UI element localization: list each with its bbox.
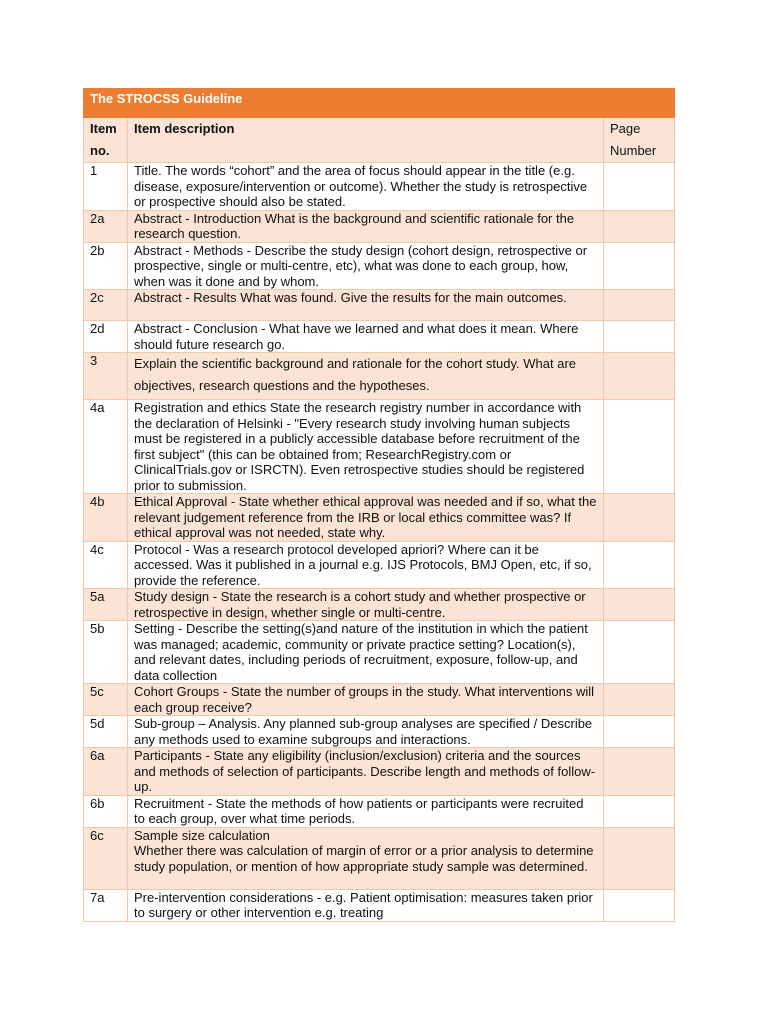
table-row: [84, 716, 675, 748]
strocss-guideline-table: [83, 88, 675, 922]
row-item-number: 6c: [84, 827, 128, 889]
header-item-line2: no.: [90, 143, 110, 158]
row-item-description: Study design - State the research is a cohort study and whether prospective or retrospective in design, whether single or multi-centre.: [128, 589, 604, 621]
table-row: [84, 290, 675, 321]
table-row: [84, 210, 675, 242]
table-row: [84, 242, 675, 290]
header-item-description: Item description: [128, 118, 604, 163]
row-page-number: [604, 795, 675, 827]
row-item-number: 2c: [84, 290, 128, 321]
table-title: The STROCSS Guideline: [84, 89, 675, 118]
row-item-description: Abstract - Conclusion - What have we learned and what does it mean. Where should future research go.: [128, 321, 604, 353]
row-page-number: [604, 889, 675, 921]
table-row: [84, 889, 675, 921]
row-item-description: Title. The words “cohort” and the area of focus should appear in the title (e.g. disease, exposure/intervention or outcome). Whether the study is retrospective or prospective should also be stated.: [128, 163, 604, 211]
row-item-number: 5a: [84, 589, 128, 621]
row-item-number: 1: [84, 163, 128, 211]
row-item-description: Recruitment - State the methods of how patients or participants were recruited to each group, over what time periods.: [128, 795, 604, 827]
row-item-description: Protocol - Was a research protocol developed apriori? Where can it be accessed. Was it published in a journal e.g. IJS Protocols, BMJ Open, etc, if so, provide the reference.: [128, 541, 604, 589]
table-row: [84, 795, 675, 827]
table-row: [84, 589, 675, 621]
row-item-number: 7a: [84, 889, 128, 921]
row-item-description: Abstract - Results What was found. Give the results for the main outcomes.: [128, 290, 604, 321]
row-page-number: [604, 163, 675, 211]
row-item-description: Abstract - Introduction What is the background and scientific rationale for the research question.: [128, 210, 604, 242]
table-header-row: [84, 118, 675, 163]
row-item-number: 4b: [84, 494, 128, 542]
row-item-number: 5d: [84, 716, 128, 748]
table-row: [84, 353, 675, 400]
header-item-no: [84, 118, 128, 163]
row-page-number: [604, 353, 675, 400]
table-row: [84, 541, 675, 589]
row-item-number: 5c: [84, 684, 128, 716]
header-page-line2: Number: [610, 143, 657, 158]
row-item-description: Explain the scientific background and rationale for the cohort study. What are objectives, research questions and the hypotheses.: [128, 353, 604, 400]
row-item-number: 2d: [84, 321, 128, 353]
row-page-number: [604, 242, 675, 290]
row-item-description: Sub-group – Analysis. Any planned sub-group analyses are specified / Describe any methods used to examine subgroups and interactions.: [128, 716, 604, 748]
table-row: [84, 400, 675, 494]
row-item-description: Registration and ethics State the research registry number in accordance with the declaration of Helsinki - "Every research study involving human subjects must be registered in a publicly accessible database before recruitment of the first subject" (this can be obtained from; ResearchRegistry.com or ClinicalTrials.gov or ISRCTN). Even retrospective studies should be registered prior to submission.: [128, 400, 604, 494]
row-page-number: [604, 290, 675, 321]
row-item-description: Abstract - Methods - Describe the study design (cohort design, retrospective or prospective, single or multi-centre, etc), what was done to each group, how, when was it done and by whom.: [128, 242, 604, 290]
row-item-number: 4a: [84, 400, 128, 494]
table-row: [84, 621, 675, 684]
header-page-number: [604, 118, 675, 163]
row-item-number: 6b: [84, 795, 128, 827]
row-page-number: [604, 684, 675, 716]
table-row: [84, 827, 675, 889]
row-page-number: [604, 621, 675, 684]
row-page-number: [604, 321, 675, 353]
row-page-number: [604, 827, 675, 889]
table-row: [84, 684, 675, 716]
row-page-number: [604, 589, 675, 621]
row-item-description: Sample size calculation Whether there was calculation of margin of error or a prior analysis to determine study population, or mention of how appropriate study sample was determined.: [128, 827, 604, 889]
row-item-number: 2b: [84, 242, 128, 290]
row-item-description: Cohort Groups - State the number of groups in the study. What interventions will each group receive?: [128, 684, 604, 716]
row-page-number: [604, 541, 675, 589]
row-item-description: Setting - Describe the setting(s)and nature of the institution in which the patient was managed; academic, community or private practice setting? Location(s), and relevant dates, including periods of recruitment, exposure, follow-up, and data collection: [128, 621, 604, 684]
table-body: [84, 89, 675, 922]
table-row: [84, 748, 675, 796]
row-item-number: 2a: [84, 210, 128, 242]
table-row: [84, 321, 675, 353]
row-item-number: 5b: [84, 621, 128, 684]
row-item-description: Participants - State any eligibility (inclusion/exclusion) criteria and the sources and methods of selection of participants. Describe length and methods of follow-up.: [128, 748, 604, 796]
row-item-description: Ethical Approval - State whether ethical approval was needed and if so, what the relevant judgement reference from the IRB or local ethics committee was? If ethical approval was not needed, state why.: [128, 494, 604, 542]
row-page-number: [604, 494, 675, 542]
row-page-number: [604, 400, 675, 494]
row-page-number: [604, 748, 675, 796]
table-title-row: [84, 89, 675, 118]
row-item-number: 3: [84, 353, 128, 400]
table-row: [84, 163, 675, 211]
row-item-number: 4c: [84, 541, 128, 589]
table-row: [84, 494, 675, 542]
row-item-number: 6a: [84, 748, 128, 796]
row-item-description: Pre-intervention considerations - e.g. Patient optimisation: measures taken prior to surgery or other intervention e.g. treating: [128, 889, 604, 921]
header-item-line1: Item: [90, 121, 117, 136]
row-page-number: [604, 716, 675, 748]
header-page-line1: Page: [610, 121, 641, 136]
row-page-number: [604, 210, 675, 242]
